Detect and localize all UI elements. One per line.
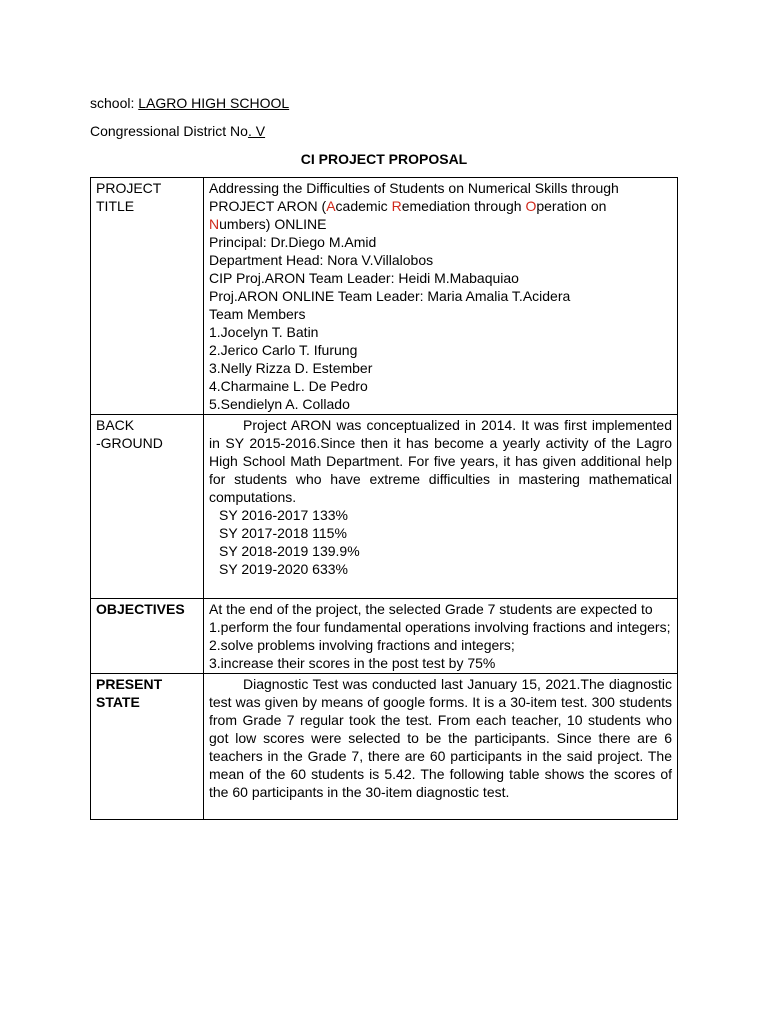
team-member: 1.Jocelyn T. Batin xyxy=(209,324,319,340)
acronym-a: A xyxy=(326,198,336,214)
district-value: . V xyxy=(247,123,266,139)
present-state-paragraph: Diagnostic Test was conducted last January 15, 2021.The diagnostic test was given by means of google forms. It is a 30-item test. 300 students from Grade 7 regular took the test. From each teacher, 10 students who got low scores were selected to be the participants. Since there are 6 teachers in the Grade 7, there are 60 participants in the said project. The mean of the 60 students is 5.42. The following table shows the scores of the 60 participants in the 30-item diagnostic test. xyxy=(209,676,672,800)
row-project-title xyxy=(91,178,678,415)
department-head: Department Head: Nora V.Villalobos xyxy=(209,252,434,268)
sy-result: SY 2016-2017 133% xyxy=(219,507,348,523)
acronym-o: O xyxy=(525,198,537,214)
title-line-3 xyxy=(209,215,672,233)
row-background xyxy=(91,415,678,599)
school-line xyxy=(90,94,289,112)
label-project-title: PROJECT TITLE xyxy=(91,178,204,415)
district-line xyxy=(90,122,265,140)
sy-result: SY 2019-2020 633% xyxy=(219,561,348,577)
online-team-leader: Proj.ARON ONLINE Team Leader: Maria Amalia T.Acidera xyxy=(209,288,571,304)
school-name: LAGRO HIGH SCHOOL xyxy=(138,95,290,111)
objectives-intro: At the end of the project, the selected Grade 7 students are expected to xyxy=(209,601,653,617)
content-background xyxy=(204,415,678,599)
acronym-o-rest: peration on xyxy=(536,198,607,214)
principal: Principal: Dr.Diego M.Amid xyxy=(209,234,377,250)
acronym-n: N xyxy=(209,216,220,232)
label-present-state-line-1: PRESENT xyxy=(96,676,163,692)
row-present-state xyxy=(91,674,678,820)
team-member: 2.Jerico Carlo T. Ifurung xyxy=(209,342,358,358)
sy-result: SY 2017-2018 115% xyxy=(219,525,347,541)
background-paragraph: Project ARON was conceptualized in 2014. It was first implemented in SY 2015-2016.Since then it has become a yearly activity of the Lagro High School Math Department. For five years, it has given additional help for students who have extreme difficulties in mastering mathematical computations. xyxy=(209,417,672,505)
title-prefix: PROJECT ARON ( xyxy=(209,198,327,214)
title-line-1: Addressing the Difficulties of Students on Numerical Skills through xyxy=(209,180,619,196)
content-objectives xyxy=(204,599,678,674)
objective-item: 3.increase their scores in the post test by 75% xyxy=(209,655,496,671)
acronym-a-rest: cademic xyxy=(335,198,392,214)
district-label: Congressional District No xyxy=(90,123,248,139)
row-objectives xyxy=(91,599,678,674)
team-member: 4.Charmaine L. De Pedro xyxy=(209,378,368,394)
label-background-line-1: BACK xyxy=(96,417,135,433)
sy-result: SY 2018-2019 139.9% xyxy=(219,543,360,559)
school-label: school: xyxy=(90,95,139,111)
label-objectives: OBJECTIVES xyxy=(91,599,204,674)
label-present-state-line-2: STATE xyxy=(96,694,140,710)
label-background xyxy=(91,415,204,599)
cip-team-leader: CIP Proj.ARON Team Leader: Heidi M.Mabaquiao xyxy=(209,270,519,286)
team-members-label: Team Members xyxy=(209,306,306,322)
team-member: 5.Sendielyn A. Collado xyxy=(209,396,350,412)
team-member: 3.Nelly Rizza D. Estember xyxy=(209,360,373,376)
objective-item: 1.perform the four fundamental operations involving fractions and integers; xyxy=(209,619,671,635)
title-line-2 xyxy=(209,197,672,215)
page-title: CI PROJECT PROPOSAL xyxy=(300,151,468,167)
label-background-line-2: -GROUND xyxy=(96,435,163,451)
acronym-r-rest: emediation through xyxy=(401,198,526,214)
content-present-state xyxy=(204,674,678,820)
label-present-state xyxy=(91,674,204,820)
acronym-r: R xyxy=(391,198,402,214)
acronym-n-rest: umbers) ONLINE xyxy=(219,216,327,232)
content-project-title xyxy=(204,178,678,415)
objective-item: 2.solve problems involving fractions and integers; xyxy=(209,637,515,653)
proposal-table xyxy=(90,177,678,820)
